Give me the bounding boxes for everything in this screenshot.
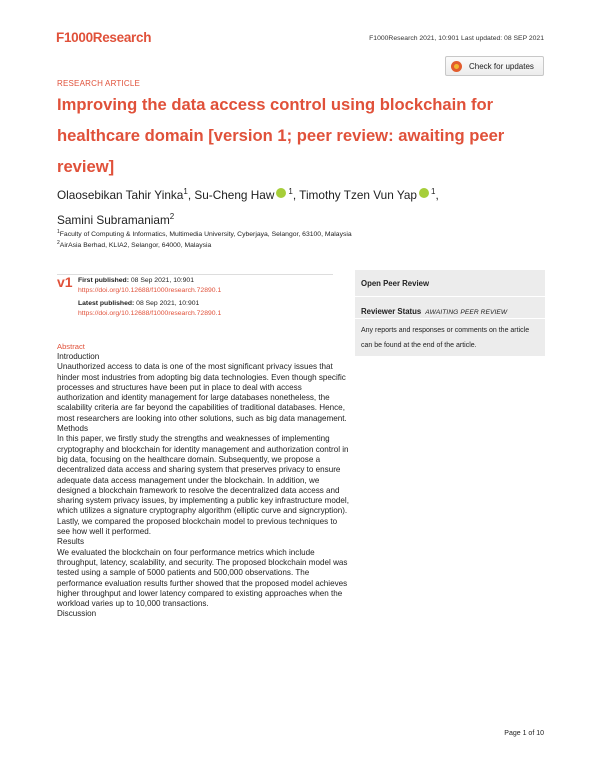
open-peer-review-title: Open Peer Review <box>361 279 430 288</box>
divider <box>57 274 333 275</box>
abstract-section-heading: Results <box>57 537 84 547</box>
abstract-section-heading: Discussion <box>57 609 97 619</box>
divider <box>355 296 545 297</box>
latest-published-block <box>78 299 221 319</box>
author-affil-sup: 1 <box>288 187 293 196</box>
check-for-updates-label: Check for updates <box>469 61 534 71</box>
affiliation-2 <box>57 240 211 249</box>
page-number: Page 1 of 10 <box>504 730 544 737</box>
abstract-section-heading: Introduction <box>57 352 100 361</box>
reviewer-status-label: Reviewer Status <box>361 307 422 316</box>
reviewer-status-value: AWAITING PEER REVIEW <box>425 309 508 316</box>
header-citation-meta: F1000Research 2021, 10:901 Last updated: 08 SEP 2021 <box>369 35 544 42</box>
first-published-label: First published: <box>78 277 129 284</box>
article-title: Improving the data access control using blockchain for healthcare domain [version 1; peer review: awaiting peer review] <box>57 95 505 176</box>
article-type-label: RESEARCH ARTICLE <box>57 79 141 88</box>
author-link[interactable]: , Su-Cheng Haw <box>187 188 275 202</box>
f1000-logo: F1000Research <box>56 30 152 45</box>
author-link[interactable]: Samini Subramaniam <box>57 213 170 227</box>
abstract-section-heading: Methods <box>57 424 89 434</box>
latest-published-doi-link[interactable]: https://doi.org/10.12688/f1000research.72890.1 <box>78 310 222 317</box>
author-affil-sup: 1 <box>430 187 436 196</box>
orcid-icon[interactable] <box>276 188 286 198</box>
latest-published-label: Latest published: <box>78 300 135 307</box>
first-published-date: 08 Sep 2021, 10:901 <box>130 277 194 284</box>
authors-line-1 <box>57 181 547 206</box>
first-published-block <box>78 276 221 296</box>
abstract-paragraph: We evaluated the blockchain on four performance metrics which include throughput, latency, scalability, and security. The proposed blockchain model was tested using a sample of 5000 patients and 500,000 observations. The performance evaluation results further showed that the proposed model achieves higher throughput and lower latency compared to existing approaches when the workload varies up to 10,000 transactions. <box>57 547 348 609</box>
latest-published-date: 08 Sep 2021, 10:901 <box>136 300 200 307</box>
abstract-heading: Abstract <box>57 342 85 351</box>
author-affil-sup: 1 <box>183 187 188 196</box>
author-link[interactable]: Olaosebikan Tahir Yinka <box>57 188 184 202</box>
check-for-updates-button[interactable] <box>445 56 544 76</box>
author-separator: , <box>435 188 439 202</box>
author-affil-sup: 2 <box>169 212 175 221</box>
divider <box>355 318 545 319</box>
affiliation-text: Faculty of Computing & Informatics, Multimedia University, Cyberjaya, Selangor, 63100, Malaysia <box>59 231 352 238</box>
affiliation-number: 2 <box>57 240 60 246</box>
affiliation-1 <box>57 229 352 238</box>
version-badge: v1 <box>57 274 73 290</box>
affiliation-text: AirAsia Berhad, KLIA2, Selangor, 64000, Malaysia <box>59 242 212 249</box>
first-published-doi-link[interactable]: https://doi.org/10.12688/f1000research.72890.1 <box>78 287 222 294</box>
orcid-icon[interactable] <box>419 188 429 198</box>
affiliation-number: 1 <box>57 229 60 235</box>
abstract-body <box>57 352 350 620</box>
peer-review-note: Any reports and responses or comments on the article can be found at the end of the article. <box>361 327 530 349</box>
crossmark-icon <box>451 61 462 72</box>
author-list <box>57 181 547 231</box>
abstract-paragraph: In this paper, we firstly study the strengths and weaknesses of implementing cryptography and blockchain for identity management and authorization control in big data, focusing on the healthcare domain. Subsequently, we propose a decentralized data access and sharing system that preserves privacy to ensure adequate data access management under the blockchain. In addition, we designed a blockchain framework to resolve the decentralized data access and sharing system privacy issues, by implementing a public key infrastructure model, which utilizes a signature cryptography algorithm (elliptic curve and signcryption). Lastly, we compared the proposed blockchain model to previous techniques to see how well it performed. <box>57 434 349 537</box>
abstract-paragraph: Unauthorized access to data is one of the most significant privacy issues that hinder most industries from adopting big data technologies. Even though specific processes and structures have been put in place to deal with access authorization and identity management for large databases nonetheless, the scalability criteria are far beyond the capabilities of traditional databases. Hence, most researchers are looking into other solutions, such as big data management. <box>57 362 347 423</box>
author-link[interactable]: , Timothy Tzen Vun Yap <box>292 188 417 202</box>
reviewer-status <box>361 307 507 316</box>
authors-line-2 <box>57 206 547 231</box>
